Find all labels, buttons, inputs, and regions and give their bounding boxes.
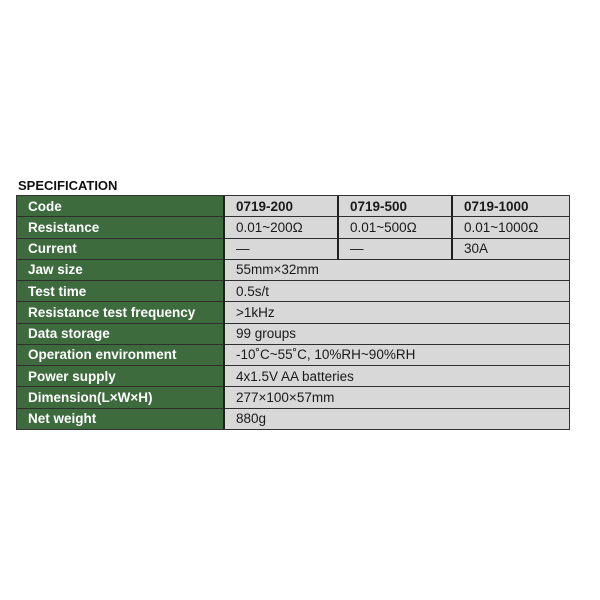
row-label: Code	[17, 196, 225, 217]
row-label: Net weight	[17, 409, 225, 429]
row-value: 277×100×57mm	[225, 387, 569, 408]
row-value: >1kHz	[225, 302, 569, 323]
spec-table	[16, 195, 570, 430]
row-value: 880g	[225, 409, 569, 429]
table-row	[17, 196, 569, 217]
row-label: Data storage	[17, 324, 225, 345]
table-row	[17, 217, 569, 238]
row-label: Operation environment	[17, 345, 225, 366]
spec-title: SPECIFICATION	[18, 178, 118, 193]
row-label: Test time	[17, 281, 225, 302]
table-row	[17, 387, 569, 408]
table-row	[17, 345, 569, 366]
row-value: 0.01~1000Ω	[453, 217, 569, 238]
row-value: 0.01~500Ω	[339, 217, 453, 238]
row-value: 30A	[453, 239, 569, 260]
table-row	[17, 281, 569, 302]
model-header: 0719-500	[339, 196, 453, 217]
row-value: —	[339, 239, 453, 260]
row-label: Dimension(L×W×H)	[17, 387, 225, 408]
row-value: 0.5s/t	[225, 281, 569, 302]
row-label: Resistance	[17, 217, 225, 238]
row-label: Jaw size	[17, 260, 225, 281]
table-row	[17, 260, 569, 281]
row-value: 0.01~200Ω	[225, 217, 339, 238]
table-row	[17, 302, 569, 323]
row-value: 4x1.5V AA batteries	[225, 366, 569, 387]
table-row	[17, 409, 569, 429]
table-row	[17, 239, 569, 260]
table-row	[17, 366, 569, 387]
row-value: 99 groups	[225, 324, 569, 345]
row-label: Power supply	[17, 366, 225, 387]
row-label: Resistance test frequency	[17, 302, 225, 323]
model-header: 0719-1000	[453, 196, 569, 217]
row-value: —	[225, 239, 339, 260]
row-value: -10˚C~55˚C, 10%RH~90%RH	[225, 345, 569, 366]
model-header: 0719-200	[225, 196, 339, 217]
table-row	[17, 324, 569, 345]
row-label: Current	[17, 239, 225, 260]
row-value: 55mm×32mm	[225, 260, 569, 281]
